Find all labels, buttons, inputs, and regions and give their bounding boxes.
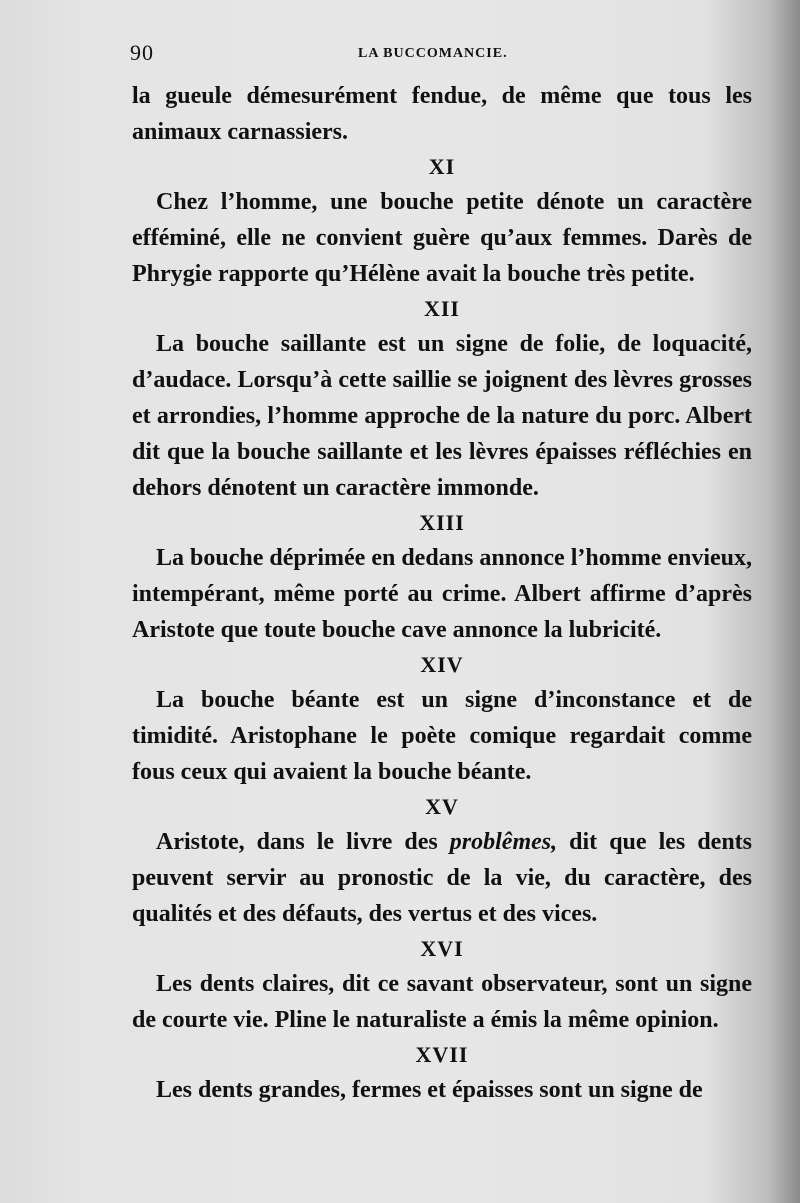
section-xv-text-end: dit que les dents peuvent servir au pronostic de la vie, du caractère, des qualités et des défauts, des vertus et des vices. [132, 829, 752, 927]
section-paragraph-xiii: La bouche déprimée en dedans annonce l’homme envieux, intempérant, même porté au crime. Albert affirme d’après Aristote que toute bouche cave annonce la lubricité. [132, 545, 753, 643]
section-paragraph-xii: La bouche saillante est un signe de folie, de loquacité, d’audace. Lorsqu’à cette saillie se joignent des lèvres grosses et arrondies, l’homme approche de la nature du porc. Albert dit que la bouche saillante et les lèvres épaisses réfléchies en dehors dénotent un caractère immonde. [132, 331, 752, 501]
section-paragraph-xiv: La bouche béante est un signe d’inconstance et de timidité. Aristophane le poète comique regardait comme fous ceux qui avaient la bouche béante. [132, 687, 752, 785]
section-numeral-xvii: XVII [415, 1042, 469, 1067]
continuation-paragraph: la gueule démesurément fendue, de même que tous les animaux carnassiers. [132, 83, 752, 145]
section-numeral-xvi: XVI [420, 936, 464, 961]
book-title-problemes: problêmes, [449, 829, 558, 855]
page-header [130, 40, 750, 70]
section-paragraph-xvii: Les dents grandes, fermes et épaisses sont un signe de [156, 1077, 703, 1103]
section-xv-text-start: Aristote, dans le livre des [156, 829, 450, 855]
section-numeral-xii: XII [423, 296, 460, 321]
section-numeral-xiii: XIII [419, 510, 465, 535]
running-title: LA BUCCOMANCIE. [358, 46, 508, 61]
section-numeral-xiv: XIV [420, 652, 464, 677]
section-numeral-xv: XV [425, 794, 459, 819]
section-paragraph-xv [132, 824, 752, 932]
page-number: 90 [130, 40, 154, 65]
section-paragraph-xi: Chez l’homme, une bouche petite dénote un caractère efféminé, elle ne convient guère qu’aux femmes. Darès de Phrygie rapporte qu’Hélène avait la bouche très petite. [132, 189, 752, 287]
section-numeral-xi: XI [428, 154, 456, 179]
section-paragraph-xvi: Les dents claires, dit ce savant observateur, sont un signe de courte vie. Pline le naturaliste a émis la même opinion. [132, 971, 752, 1033]
page-body [132, 78, 752, 1108]
